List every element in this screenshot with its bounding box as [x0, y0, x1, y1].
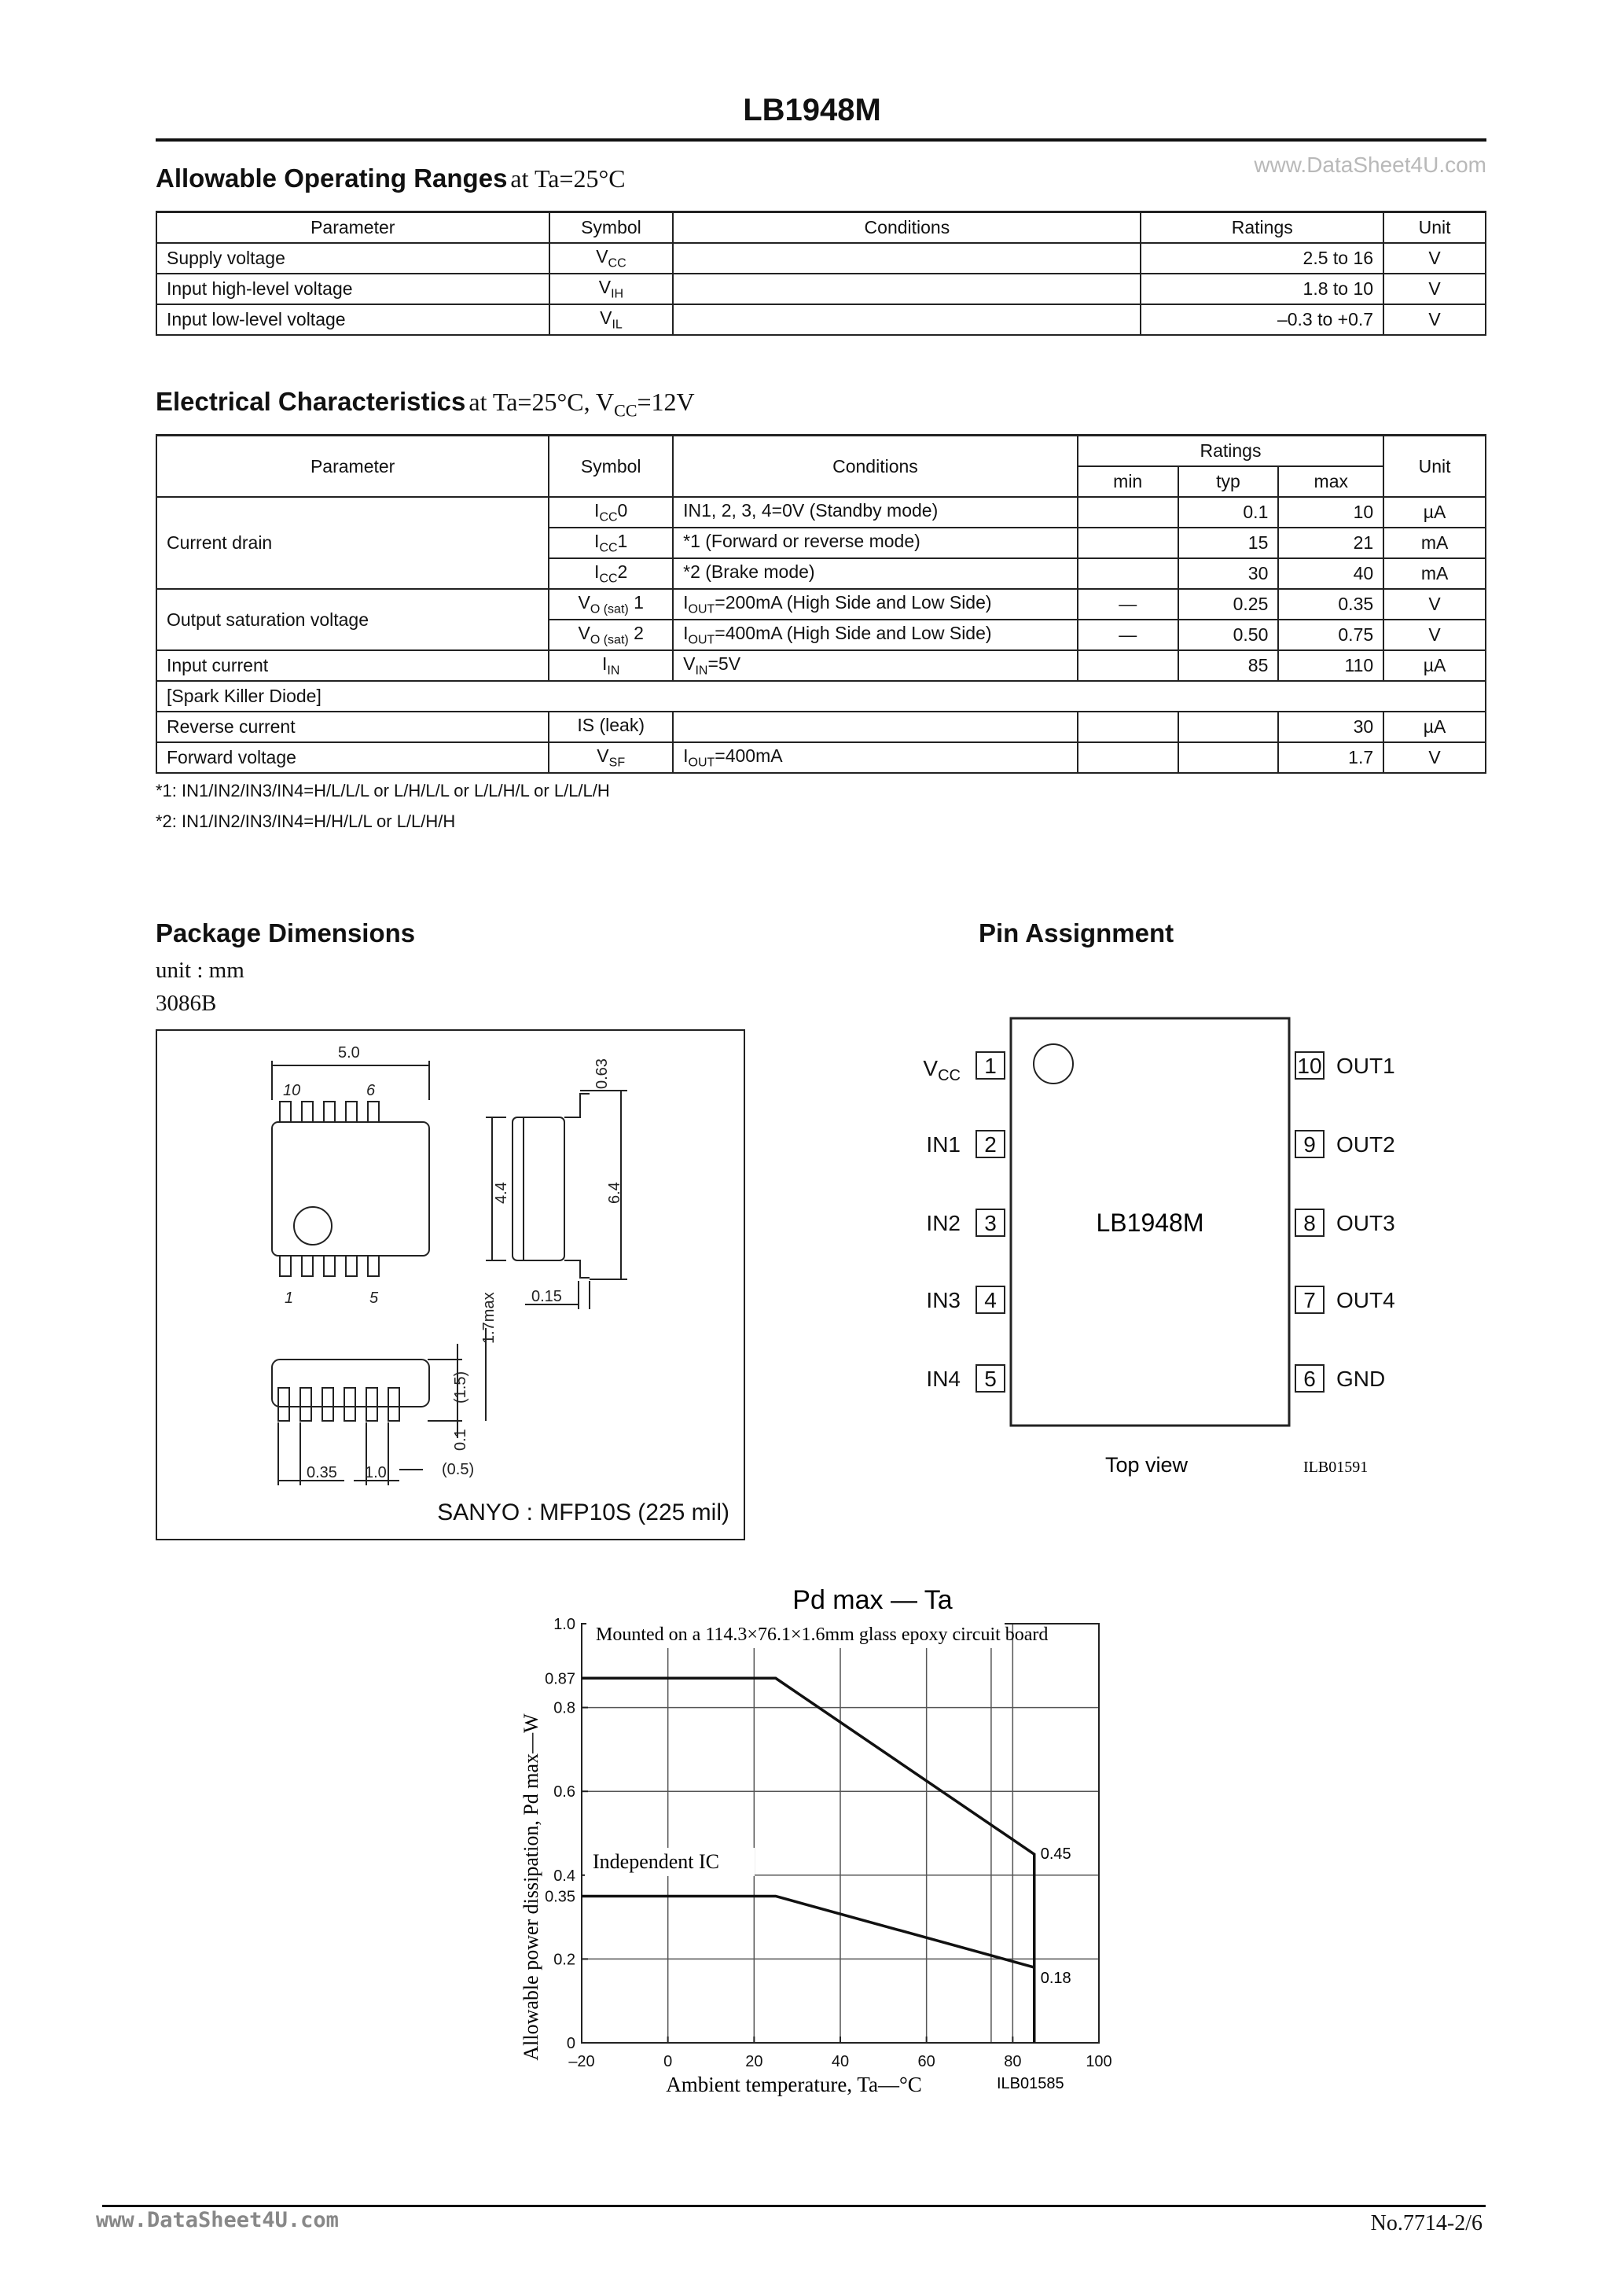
conditions-cell: $I_{OUT}=400mA$ [673, 742, 1078, 773]
header-unit: Unit [1383, 436, 1486, 498]
chip-label: LB1948M [1096, 1209, 1204, 1237]
typ-cell: 0.25 [1178, 589, 1279, 620]
right-pin-6 [1295, 1365, 1385, 1392]
header-conditions: Conditions [673, 436, 1078, 498]
header-max: max [1278, 466, 1383, 497]
typ-cell: 15 [1178, 528, 1279, 558]
symbol-cell: $V_{IL}$ [549, 304, 674, 335]
bottom-leads [280, 1256, 379, 1276]
unit-cell: µA [1383, 650, 1486, 681]
unit-cell: µA [1383, 497, 1486, 528]
package-body-top [272, 1122, 429, 1256]
dim-44-label: 4.4 [493, 1182, 510, 1204]
pin-name: IN2 [926, 1211, 961, 1235]
x-tick-label: 0 [663, 2053, 673, 2070]
unit-cell: mA [1383, 528, 1486, 558]
param-cell: Input high-level voltage [156, 274, 549, 304]
y-tick-label: 1.0 [553, 1616, 575, 1633]
pin-name: IN1 [926, 1132, 961, 1157]
left-pin-1 [923, 1052, 1005, 1084]
param-cell: Input current [156, 650, 549, 681]
min-cell [1078, 558, 1178, 589]
spark-killer-label: [Spark Killer Diode] [156, 681, 1486, 712]
table-row [156, 589, 1486, 620]
top-leads [280, 1102, 379, 1122]
min-cell [1078, 742, 1178, 773]
chart-code: ILB01585 [997, 2075, 1064, 2092]
param-cell: Current drain [156, 497, 549, 589]
dim-015-label: 0.15 [531, 1288, 562, 1305]
symbol-cell: $V_{O (sat)}$ 1 [549, 589, 673, 620]
conditions-cell: $V_{IN}=5V$ [673, 650, 1078, 681]
unit-cell: mA [1383, 558, 1486, 589]
pin-number: 6 [1303, 1367, 1316, 1391]
y-tick-label: 0.6 [553, 1783, 575, 1801]
top-view-label: Top view [1105, 1453, 1189, 1477]
y-tick-label: 0.2 [553, 1951, 575, 1969]
left-pin-3 [926, 1209, 1005, 1236]
param-cell: Reverse current [156, 712, 549, 742]
pin-number: 5 [984, 1367, 997, 1391]
dim-pin5-label: 5 [369, 1290, 379, 1307]
symbol-cell: $I_{IN}$ [549, 650, 673, 681]
typ-cell: 30 [1178, 558, 1279, 589]
pin-name: OUT1 [1336, 1054, 1395, 1078]
pin-number: 2 [984, 1132, 997, 1157]
conditions-cell [673, 274, 1141, 304]
x-tick-label: –20 [568, 2053, 595, 2070]
pin-number: 1 [984, 1054, 997, 1078]
pin-name: IN4 [926, 1367, 961, 1391]
package-drawing [156, 1029, 745, 1540]
typ-cell: 0.50 [1178, 620, 1279, 650]
side-lead-bottom [564, 1260, 590, 1278]
watermark-top[interactable]: www.DataSheet4U.com [1254, 153, 1486, 177]
pin1-marker-circle [1034, 1044, 1073, 1084]
package-caption: SANYO : MFP10S (225 mil) [437, 1499, 729, 1525]
dim-063-label: 0.63 [593, 1058, 611, 1089]
chart-ylabel: Allowable power dissipation, Pd max—W [520, 1713, 542, 2061]
header-ratings: Ratings [1078, 436, 1383, 467]
typ-cell [1178, 712, 1279, 742]
annotation-045: 0.45 [1040, 1845, 1071, 1864]
max-cell: 0.75 [1278, 620, 1383, 650]
header-symbol: Symbol [549, 212, 674, 244]
max-cell: 30 [1278, 712, 1383, 742]
symbol-cell: $V_{CC}$ [549, 243, 674, 274]
symbol-cell: $I_{CC}2$ [549, 558, 673, 589]
header-parameter: Parameter [156, 212, 549, 244]
pin-diagram [857, 999, 1423, 1494]
max-cell: 10 [1278, 497, 1383, 528]
min-cell: — [1078, 620, 1178, 650]
dim-05-label: (0.5) [442, 1461, 475, 1478]
right-pin-10 [1295, 1052, 1395, 1079]
x-tick-label: 100 [1086, 2053, 1112, 2070]
min-cell [1078, 650, 1178, 681]
unit-cell: V [1383, 620, 1486, 650]
max-cell: 110 [1278, 650, 1383, 681]
param-cell: Output saturation voltage [156, 589, 549, 650]
unit-cell: V [1383, 274, 1486, 304]
pin-number: 9 [1303, 1132, 1316, 1157]
symbol-cell: $I_{CC}1$ [549, 528, 673, 558]
rating-cell: 1.8 to 10 [1141, 274, 1383, 304]
package-code: 3086B [156, 991, 217, 1016]
series-line-1 [582, 1896, 1034, 2043]
symbol-cell: $V_{SF}$ [549, 742, 673, 773]
table-row [156, 712, 1486, 742]
x-tick-label: 20 [745, 2053, 763, 2070]
table-row [156, 497, 1486, 528]
right-pin-8 [1295, 1209, 1395, 1236]
pin-number: 4 [984, 1288, 997, 1312]
operating-ranges-heading [156, 164, 626, 193]
pin-name: IN3 [926, 1288, 961, 1312]
pin-name: OUT2 [1336, 1132, 1395, 1157]
header-unit: Unit [1383, 212, 1486, 244]
unit-cell: V [1383, 589, 1486, 620]
x-tick-label: 80 [1004, 2053, 1022, 2070]
unit-cell: V [1383, 742, 1486, 773]
document-title: LB1948M [743, 93, 881, 127]
pin-name: OUT4 [1336, 1288, 1395, 1312]
electrical-condition: at Ta=25°C, $V_{CC}=12V$ [468, 388, 695, 421]
pin-name: OUT3 [1336, 1211, 1395, 1235]
y-tick-label: 0.4 [553, 1867, 575, 1885]
pin-name: GND [1336, 1367, 1386, 1391]
min-cell [1078, 528, 1178, 558]
dim-pin1-label: 1 [285, 1290, 294, 1307]
dim-15-label: (1.5) [452, 1371, 469, 1404]
footer-doc-number: No.7714-2/6 [1370, 2211, 1483, 2235]
series-label-mounted: Mounted on a 114.3×76.1×1.6mm glass epoxy circuit board [596, 1624, 1049, 1645]
table-header-row [156, 212, 1486, 244]
footnote-2: *2: IN1/IN2/IN3/IN4=H/H/L/L or L/L/H/H [156, 811, 456, 831]
series-label-independent: Independent IC [593, 1850, 720, 1873]
operating-ranges-title: Allowable Operating Ranges [156, 164, 508, 193]
chart-xlabel: Ambient temperature, Ta—°C [666, 2073, 922, 2096]
table-row [156, 243, 1486, 274]
max-cell: 1.7 [1278, 742, 1383, 773]
header-ratings: Ratings [1141, 212, 1383, 244]
unit-cell: µA [1383, 712, 1486, 742]
x-tick-label: 60 [917, 2053, 935, 2070]
typ-cell: 85 [1178, 650, 1279, 681]
unit-cell: V [1383, 243, 1486, 274]
pin-diagram-code: ILB01591 [1303, 1459, 1369, 1476]
package-body-front [272, 1360, 429, 1407]
table-row [156, 650, 1486, 681]
table-row [156, 681, 1486, 712]
max-cell: 21 [1278, 528, 1383, 558]
header-symbol: Symbol [549, 436, 673, 498]
left-pin-5 [926, 1365, 1005, 1392]
front-leads [278, 1388, 399, 1421]
y-tick-label: 0.87 [545, 1670, 575, 1688]
typ-cell [1178, 742, 1279, 773]
chart-ticks [545, 1616, 1112, 2070]
x-tick-label: 40 [831, 2053, 850, 2070]
max-cell: 0.35 [1278, 589, 1383, 620]
max-cell: 40 [1278, 558, 1383, 589]
chart-title: Pd max — Ta [792, 1585, 953, 1615]
operating-ranges-condition: at Ta=25°C [510, 164, 626, 193]
param-cell: Input low-level voltage [156, 304, 549, 335]
pin-number: 7 [1303, 1288, 1316, 1312]
chart-grid [582, 1624, 1099, 2043]
package-title: Package Dimensions [156, 918, 416, 947]
annotation-018: 0.18 [1040, 1970, 1071, 1988]
y-tick-label: 0 [566, 2035, 575, 2052]
electrical-title: Electrical Characteristics [156, 387, 466, 416]
y-tick-label: 0.35 [545, 1888, 575, 1906]
package-body-side [513, 1117, 564, 1260]
footer-rule [102, 2205, 1486, 2207]
dim-64-label: 6.4 [606, 1182, 623, 1204]
dim-width-label: 5.0 [338, 1044, 360, 1062]
dim-max-label: 1.7max [480, 1292, 498, 1344]
conditions-cell: $I_{OUT}=400mA$ (High Side and Low Side) [673, 620, 1078, 650]
min-cell [1078, 497, 1178, 528]
pin1-marker-circle [294, 1207, 332, 1245]
conditions-cell [673, 712, 1078, 742]
pin-name: $V_{CC}$ [923, 1056, 961, 1084]
table-row [156, 304, 1486, 335]
package-unit: unit : mm [156, 958, 244, 983]
right-pin-7 [1295, 1286, 1395, 1313]
header-typ: typ [1178, 466, 1279, 497]
rating-cell: 2.5 to 16 [1141, 243, 1383, 274]
min-cell: — [1078, 589, 1178, 620]
param-cell: Supply voltage [156, 243, 549, 274]
electrical-table [156, 434, 1486, 774]
pdmax-chart [503, 1580, 1148, 2115]
header-min: min [1078, 466, 1178, 497]
header-parameter: Parameter [156, 436, 549, 498]
symbol-cell: $I_{CC}0$ [549, 497, 673, 528]
footnote-1: *1: IN1/IN2/IN3/IN4=H/L/L/L or L/H/L/L or L/L/H/L or L/L/L/H [156, 781, 610, 800]
operating-ranges-table [156, 211, 1486, 336]
title-rule [156, 138, 1486, 142]
conditions-cell [673, 243, 1141, 274]
dim-01-label: 0.1 [452, 1429, 469, 1451]
table-header-row [156, 436, 1486, 467]
y-tick-label: 0.8 [553, 1699, 575, 1717]
electrical-heading [156, 387, 695, 421]
unit-cell: V [1383, 304, 1486, 335]
pin-assignment-title: Pin Assignment [979, 918, 1174, 947]
footer-watermark[interactable]: www.DataSheet4U.com [96, 2208, 339, 2232]
conditions-cell: IN1, 2, 3, 4=0V (Standby mode) [673, 497, 1078, 528]
pin-number: 8 [1303, 1211, 1316, 1235]
dim-pin10-label: 10 [283, 1082, 301, 1099]
conditions-cell [673, 304, 1141, 335]
conditions-cell: *1 (Forward or reverse mode) [673, 528, 1078, 558]
param-cell: Forward voltage [156, 742, 549, 773]
min-cell [1078, 712, 1178, 742]
rating-cell: –0.3 to +0.7 [1141, 304, 1383, 335]
typ-cell: 0.1 [1178, 497, 1279, 528]
conditions-cell: $I_{OUT}=200mA$ (High Side and Low Side) [673, 589, 1078, 620]
conditions-cell: *2 (Brake mode) [673, 558, 1078, 589]
header-conditions: Conditions [673, 212, 1141, 244]
dim-10-label: 1.0 [365, 1464, 387, 1481]
table-row [156, 742, 1486, 773]
right-pin-9 [1295, 1131, 1395, 1157]
left-pin-4 [926, 1286, 1005, 1313]
dim-035-label: 0.35 [307, 1464, 337, 1481]
pin-number: 10 [1297, 1054, 1322, 1078]
dim-pin6-label: 6 [366, 1082, 376, 1099]
left-pin-2 [926, 1131, 1005, 1157]
table-row [156, 274, 1486, 304]
symbol-cell: $V_{O (sat)}$ 2 [549, 620, 673, 650]
symbol-cell: IS (leak) [549, 712, 673, 742]
symbol-cell: $V_{IH}$ [549, 274, 674, 304]
pin-number: 3 [984, 1211, 997, 1235]
side-lead-top [564, 1094, 590, 1117]
